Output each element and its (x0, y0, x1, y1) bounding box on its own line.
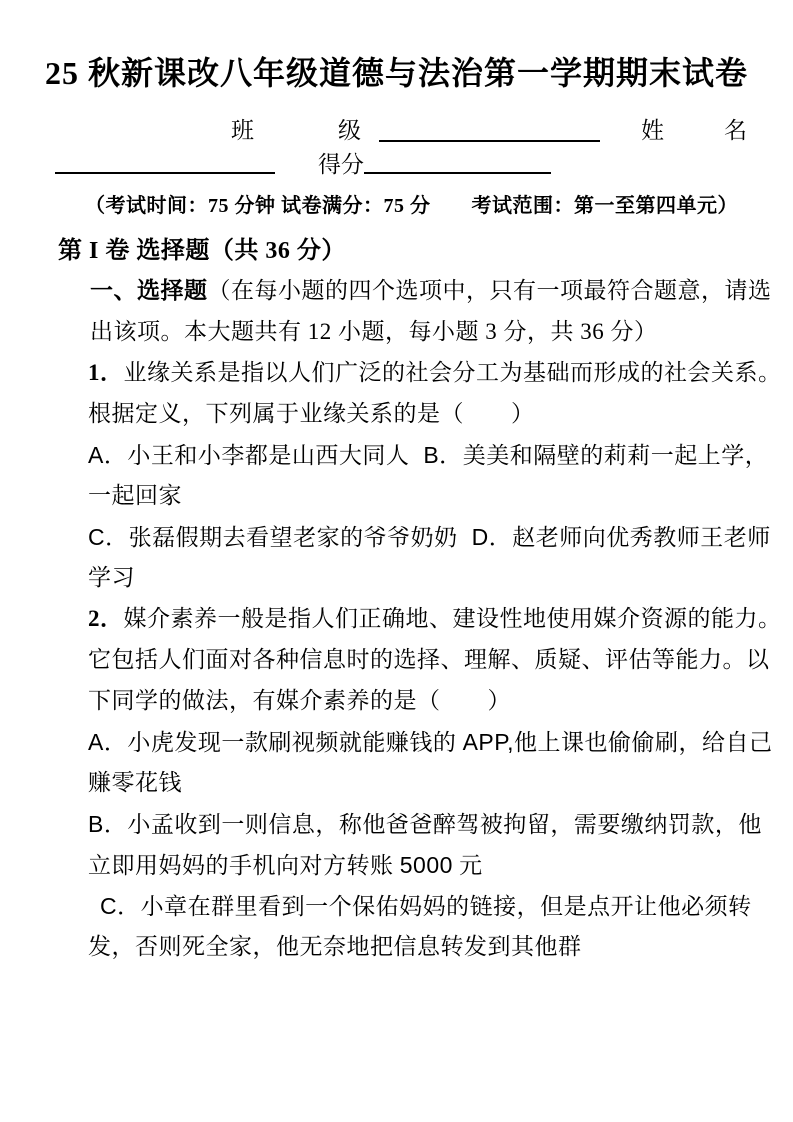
q2-stem-line-1 (88, 605, 782, 633)
q2-option-c-line (100, 892, 752, 921)
q2-stem-line-2: 它包括人们面对各种信息时的选择、理解、质疑、评估等能力。以 (88, 647, 770, 672)
q1-options-cd-line (88, 523, 771, 552)
q2-option-b-line (88, 810, 762, 839)
q2-option-c-text: 小章在群里看到一个保佑妈妈的链接，但是点开让他必须转 (140, 894, 752, 919)
class-blank-line (379, 114, 600, 142)
q2-option-b-amount: 5000 (399, 852, 453, 878)
name-field-label-2: 名 (724, 118, 747, 143)
q1-stem-line-1 (88, 359, 782, 387)
q2-option-b-wrap-text-1: 立即用妈妈的手机向对方转账 (88, 853, 400, 878)
q1-option-d-wrap: 学习 (88, 565, 135, 590)
q1-option-b-text: 美美和隔壁的莉莉一起上学， (462, 443, 769, 468)
q2-option-a-wrap: 赚零花钱 (88, 770, 182, 795)
q2-stem-line-3: 下同学的做法，有媒介素养的是（ ） (88, 688, 511, 713)
q2-option-a-line (88, 728, 773, 757)
q2-option-b-letter: B． (88, 811, 128, 837)
q2-option-b-text: 小孟收到一则信息，称他爸爸醉驾被拘留，需要缴纳罚款，他 (127, 812, 762, 837)
q2-option-b-wrap-text-2: 元 (452, 853, 483, 878)
q2-option-a-latin: APP, (462, 729, 515, 755)
q1-option-c-text: 张磊假期去看望老家的爷爷奶奶 (128, 525, 458, 550)
name-blank-line (55, 146, 275, 174)
q1-option-a-letter: A． (88, 442, 128, 468)
q1-stem-line-2: 根据定义，下列属于业缘关系的是（ ） (88, 401, 535, 426)
q1-option-b-letter: B． (423, 442, 463, 468)
q2-option-b-wrap-line (88, 851, 483, 880)
q1-number: 1． (88, 360, 124, 385)
q1-option-d-letter: D． (471, 524, 513, 550)
name-field-label-1: 姓 (641, 118, 664, 143)
q2-option-a-text-1: 小虎发现一款刷视频就能赚钱的 (127, 730, 463, 755)
class-field-label-1: 班 (231, 118, 254, 143)
mc-intro-line-1-rest: （在每小题的四个选项中，只有一项最符合题意，请选 (207, 278, 772, 303)
mc-intro-line-2: 出该项。本大题共有 12 小题，每小题 3 分，共 36 分） (90, 319, 658, 344)
score-blank-line (364, 146, 551, 174)
mc-intro-lead: 一、选择题 (90, 278, 208, 303)
q2-option-c-wrap: 发，否则死全家，他无奈地把信息转发到其他群 (88, 934, 582, 959)
score-label: 得分 (318, 152, 364, 177)
q1-option-d-text: 赵老师向优秀教师王老师 (512, 525, 771, 550)
page-title: 25 秋新课改八年级道德与法治第一学期期末试卷 (44, 55, 748, 91)
class-field-label-2: 级 (338, 118, 361, 143)
section-heading: 第 I 卷 选择题（共 36 分） (58, 238, 346, 264)
q2-option-c-letter: C． (100, 893, 141, 919)
q2-option-a-letter: A． (88, 729, 128, 755)
q2-number: 2． (88, 606, 124, 631)
q1-option-b-wrap: 一起回家 (88, 483, 182, 508)
q2-option-a-text-2: 他上课也偷偷刷，给自己 (514, 730, 773, 755)
q2-stem-text: 媒介素养一般是指人们正确地、建设性地使用媒介资源的能力。 (123, 606, 782, 631)
q1-option-c-letter: C． (88, 524, 129, 550)
q1-options-ab-line (88, 441, 768, 470)
q1-option-a-text: 小王和小李都是山西大同人 (127, 443, 410, 468)
q1-stem-text: 业缘关系是指以人们广泛的社会分工为基础而形成的社会关系。 (123, 360, 782, 385)
exam-info: （考试时间：75 分钟 试卷满分：75 分 考试范围：第一至第四单元） (85, 195, 738, 217)
mc-intro-line-1 (90, 277, 772, 305)
